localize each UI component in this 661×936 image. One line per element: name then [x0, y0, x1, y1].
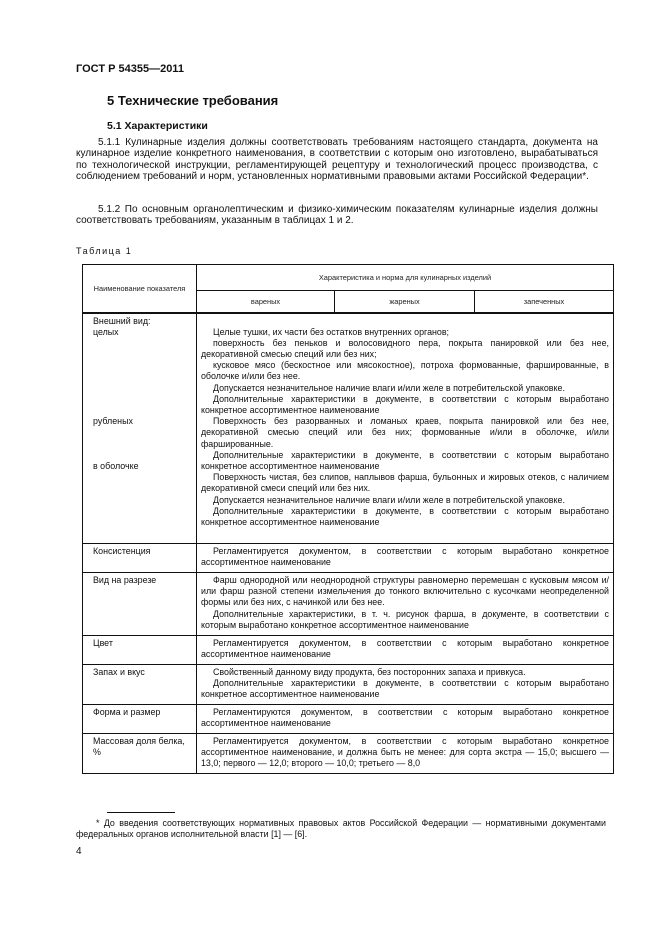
table-row — [83, 665, 614, 705]
subsection-title: 5.1 Характеристики — [107, 120, 208, 132]
row-name-shape-size: Форма и размер — [83, 705, 197, 734]
paragraph-5-1-1: 5.1.1 Кулинарные изделия должны соответствовать требованиям настоящего стандарта, документа на кулинарное изделие конкретного наименования, в соответствии с которым оно изготовлено, вырабатываться по технологической инструкции, регламентирующей рецептуру и технологический процесс производства, с соблюдением требований и норм, установленных нормативными правовыми актами Российской Федерации*. — [76, 137, 598, 182]
row-name-appearance: Внешний вид: целых рубленых в оболочке — [83, 313, 197, 544]
row-name-consistency: Консистенция — [83, 544, 197, 573]
row-name-protein: Массовая доля белка, % — [83, 734, 197, 774]
row-value-smell-taste: Свойственный данному виду продукта, без посторонних запаха и привкуса. Дополнительные характеристики в документе, в соответствии с которым выработано конкретное ассортиментное наименование — [197, 665, 614, 705]
row-value-shape-size: Регламентируются документом, в соответствии с которым выработано конкретное ассортиментное наименование — [197, 705, 614, 734]
footnote-divider — [107, 812, 175, 813]
row-value-protein: Регламентируется документом, в соответствии с которым выработано конкретное ассортиментное наименование, и должна быть не менее: для сорта экстра — 15,0; высшего — 13,0; первого — 12,0; второго — 10,0; третьего — 8,0 — [197, 734, 614, 774]
row-name-color: Цвет — [83, 636, 197, 665]
table-row — [83, 734, 614, 774]
footnote: * До введения соответствующих нормативных правовых актов Российской Федерации — нормативными документами федеральных органов исполнительной власти [1] — [6]. — [76, 818, 606, 840]
row-value-appearance: Целые тушки, их части без остатков внутренних органов; поверхность без пеньков и волосовидного пера, покрыта панировкой или без нее, декоративной смесью специй или без них; кусковое мясо (бескостное или мясокостное), потроха формованные, фаршированные, в оболочке и/или без нее. Допускается незначительное наличие влаги и/или желе в потребительской упаковке. Дополнительные характеристики в документе, в соответствии с которым выработано конкретное ассортиментное наименование Поверхность без разорванных и ломаных краев, покрыта панировкой или без нее, декоративной смесью специй или без них; формованные и/или в оболочке, и/или фаршированные. Дополнительные характеристики в документе, в соответствии с которым выработано конкретное ассортиментное наименование Поверхность чистая, без слипов, наплывов фарша, бульонных и жировых отеков, с наличием декоративной смеси специй или без них. Допускается незначительное наличие влаги и/или желе в потребительской упаковке. Дополнительные характеристики в документе, в соответствии с которым выработано конкретное ассортиментное наименование — [197, 313, 614, 544]
paragraph-5-1-2: 5.1.2 По основным органолептическим и физико-химическим показателям кулинарные изделия должны соответствовать требованиям, указанным в таблицах 1 и 2. — [76, 204, 598, 227]
table-row — [83, 573, 614, 636]
table-row — [83, 313, 614, 544]
column-header-baked: запеченных — [475, 291, 614, 313]
row-name-smell-taste: Запах и вкус — [83, 665, 197, 705]
table-row — [83, 705, 614, 734]
page-number: 4 — [76, 846, 82, 857]
section-title: 5 Технические требования — [107, 93, 279, 108]
row-value-color: Регламентируется документом, в соответствии с которым выработано конкретное ассортиментное наименование — [197, 636, 614, 665]
column-header-boiled: вареных — [197, 291, 335, 313]
row-name-cross-section: Вид на разрезе — [83, 573, 197, 636]
table-caption: Таблица 1 — [76, 246, 133, 256]
row-value-cross-section: Фарш однородной или неоднородной структуры равномерно перемешан с кусковым мясом и/или фарш разной степени измельчения до тонкого включительно с кусочками неопределенной формы или без них, с начинкой или без нее. Дополнительные характеристики, в т. ч. рисунок фарша, в документе, в соответствии с которым выработано конкретное ассортиментное наименование — [197, 573, 614, 636]
column-header-fried: жареных — [335, 291, 475, 313]
row-value-consistency: Регламентируется документом, в соответствии с которым выработано конкретное ассортиментное наименование — [197, 544, 614, 573]
requirements-table — [82, 264, 614, 774]
document-header: ГОСТ Р 54355—2011 — [76, 63, 184, 75]
table-row — [83, 544, 614, 573]
column-header-indicator: Наименование показателя — [83, 265, 197, 313]
table-row — [83, 636, 614, 665]
column-header-group: Характеристика и норма для кулинарных изделий — [197, 265, 614, 291]
